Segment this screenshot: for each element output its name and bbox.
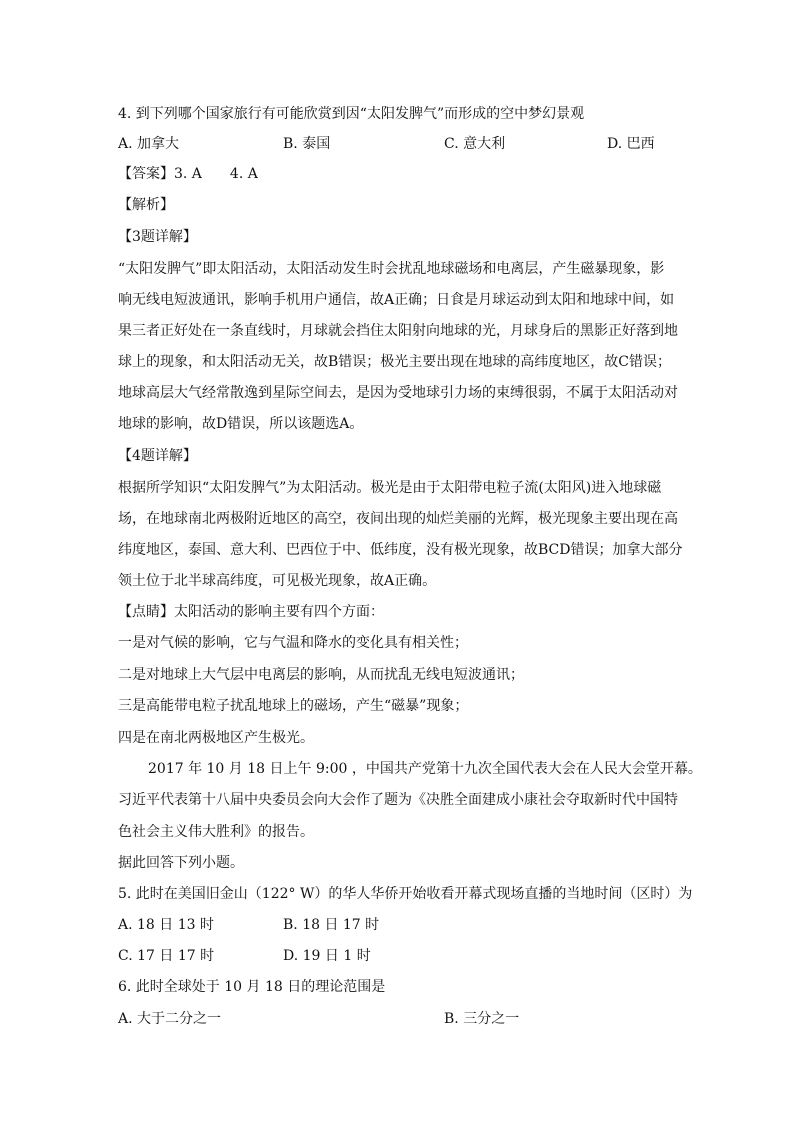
detail-4-line: 根据所学知识“太阳发脾气”为太阳活动。极光是由于太阳带电粒子流(太阳风)进入地球磁 bbox=[118, 480, 662, 496]
question-6-stem: 6. 此时全球处于 10 月 18 日的理论范围是 bbox=[118, 979, 386, 995]
tips-title: 【点睛】太阳活动的影响主要有四个方面： bbox=[118, 604, 384, 620]
tips-line: 二是对地球上大气层中电离层的影响，从而扰乱无线电短波通讯； bbox=[118, 667, 524, 683]
passage-line: 色社会主义伟大胜利》的报告。 bbox=[118, 824, 314, 840]
detail-3-title: 【3题详解】 bbox=[118, 229, 197, 245]
detail-3-line: “太阳发脾气”即太阳活动，太阳活动发生时会扰乱地球磁场和电离层，产生磁暴现象，影 bbox=[118, 261, 665, 277]
q5-option-a: A. 18 日 13 时 bbox=[118, 917, 214, 933]
detail-3-line: 地球高层大气经常散逸到星际空间去，是因为受地球引力场的束缚很弱，不属于太阳活动对 bbox=[118, 385, 678, 401]
detail-4-line: 场，在地球南北两极附近地区的高空，夜间出现的灿烂美丽的光辉，极光现象主要出现在高 bbox=[118, 511, 678, 527]
q4-option-c: C. 意大利 bbox=[444, 136, 506, 152]
analysis-label: 【解析】 bbox=[118, 197, 174, 213]
tips-line: 三是高能带电粒子扰乱地球上的磁场，产生“磁暴”现象； bbox=[118, 698, 469, 714]
answer-line bbox=[118, 164, 258, 184]
answer-label: 【答案】 bbox=[118, 166, 174, 182]
q5-option-d: D. 19 日 1 时 bbox=[283, 948, 371, 964]
detail-3-line: 地球的影响，故D错误，所以该题选A。 bbox=[118, 416, 364, 432]
q4-option-a: A. 加拿大 bbox=[118, 136, 180, 152]
detail-4-line: 领土位于北半球高纬度，可见极光现象，故A正确。 bbox=[118, 573, 437, 589]
tips-line: 四是在南北两极地区产生极光。 bbox=[118, 730, 314, 746]
detail-3-line: 响无线电短波通讯，影响手机用户通信，故A正确；日食是月球运动到太阳和地球中间，如 bbox=[118, 292, 675, 308]
answer-4: 4. A bbox=[229, 166, 258, 182]
q6-option-b: B. 三分之一 bbox=[444, 1011, 520, 1027]
q5-option-c: C. 17 日 17 时 bbox=[118, 948, 215, 964]
passage-line: 习近平代表第十八届中央委员会向大会作了题为《决胜全面建成小康社会夺取新时代中国特 bbox=[118, 792, 678, 808]
tips-line: 一是对气候的影响，它与气温和降水的变化具有相关性； bbox=[118, 635, 468, 651]
detail-3-line: 球上的现象，和太阳活动无关，故B错误；极光主要出现在地球的高纬度地区，故C错误； bbox=[118, 354, 671, 370]
q6-option-a: A. 大于二分之一 bbox=[118, 1011, 222, 1027]
question-5-stem: 5. 此时在美国旧金山（122° W）的华人华侨开始收看开幕式现场直播的当地时间（区时）为 bbox=[118, 886, 693, 902]
passage-line: 据此回答下列小题。 bbox=[118, 855, 244, 871]
detail-4-title: 【4题详解】 bbox=[118, 448, 197, 464]
q4-option-b: B. 泰国 bbox=[283, 136, 331, 152]
detail-3-line: 果三者正好处在一条直线时，月球就会挡住太阳射向地球的光，月球身后的黑影正好落到地 bbox=[118, 323, 678, 339]
q4-option-d: D. 巴西 bbox=[607, 136, 655, 152]
question-4-stem: 4. 到下列哪个国家旅行有可能欣赏到因“太阳发脾气”而形成的空中梦幻景观 bbox=[118, 106, 585, 122]
passage-line: 2017 年 10 月 18 日上午 9:00 ，中国共产党第十九次全国代表大会在人民大会堂开幕。 bbox=[148, 761, 702, 777]
answer-3: 3. A bbox=[174, 166, 202, 182]
q5-option-b: B. 18 日 17 时 bbox=[283, 917, 380, 933]
detail-4-line: 纬度地区，泰国、意大利、巴西位于中、低纬度，没有极光现象，故BCD错误；加拿大部分 bbox=[118, 542, 683, 558]
